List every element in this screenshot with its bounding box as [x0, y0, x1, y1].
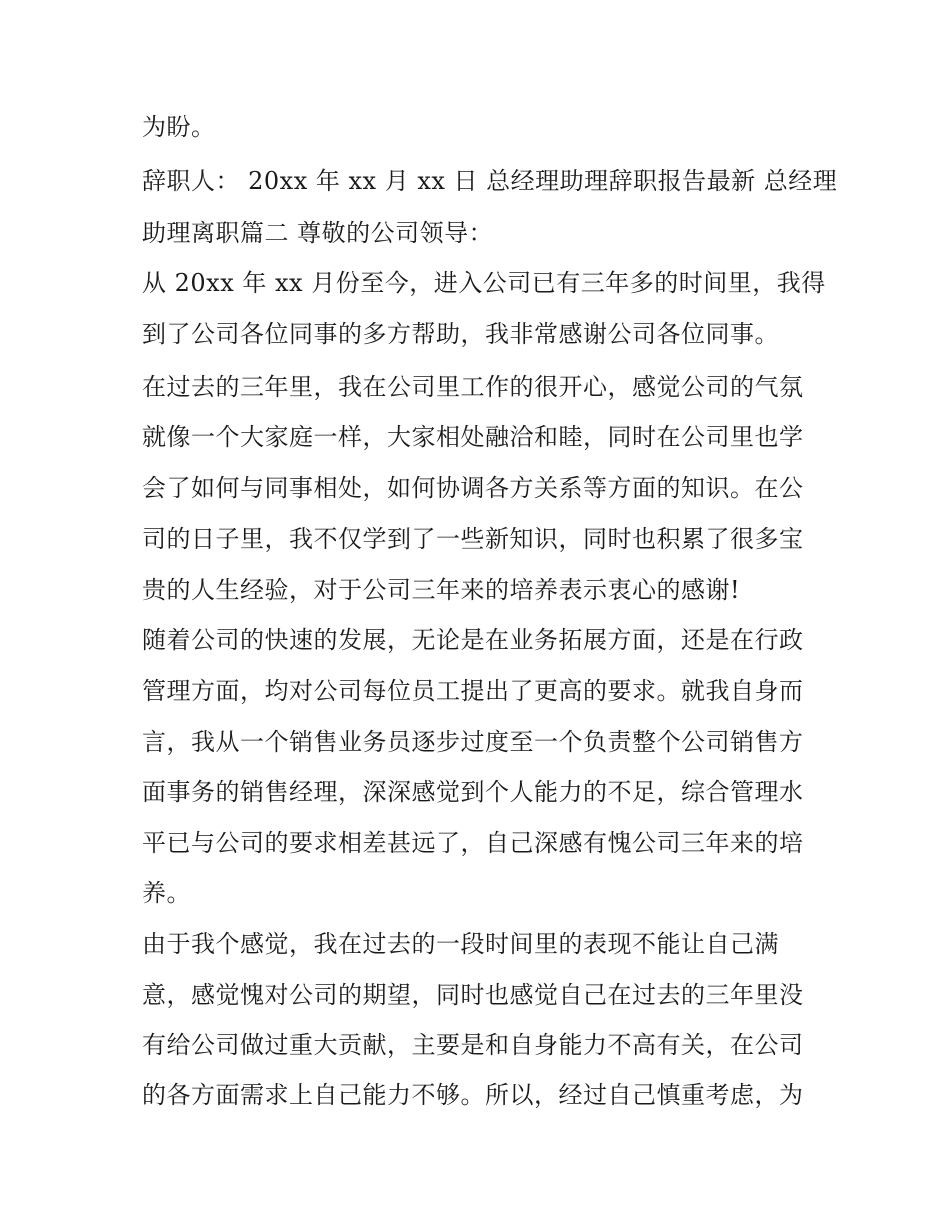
text-line: 由于我个感觉，我在过去的一段时间里的表现不能让自己满: [142, 930, 779, 958]
text-line: 养。: [142, 879, 191, 907]
text-line: 就像一个大家庭一样，大家相处融洽和睦，同时在公司里也学: [142, 423, 804, 451]
text-line: 司的日子里，我不仅学到了一些新知识，同时也积累了很多宝: [142, 525, 804, 553]
text-line: 在过去的三年里，我在公司里工作的很开心，感觉公司的气氛: [142, 373, 804, 401]
text-line: 言，我从一个销售业务员逐步过度至一个负责整个公司销售方: [142, 728, 804, 756]
text-line: 辞职人： 20xx 年 xx 月 xx 日 总经理助理辞职报告最新 总经理: [142, 167, 838, 195]
text-line: 的各方面需求上自己能力不够。所以，经过自己慎重考虑，为: [142, 1081, 804, 1109]
text-line: 随着公司的快速的发展，无论是在业务拓展方面，还是在行政: [142, 626, 804, 654]
text-line: 贵的人生经验，对于公司三年来的培养表示衷心的感谢!: [142, 576, 741, 604]
text-line: 助理离职篇二 尊敬的公司领导：: [142, 219, 494, 247]
text-line: 为盼。: [142, 113, 216, 141]
text-line: 到了公司各位同事的多方帮助，我非常感谢公司各位同事。: [142, 320, 779, 348]
text-line: 平已与公司的要求相差甚远了，自己深感有愧公司三年来的培: [142, 829, 804, 857]
text-line: 有给公司做过重大贡献，主要是和自身能力不高有关，在公司: [142, 1031, 804, 1059]
text-line: 管理方面，均对公司每位员工提出了更高的要求。就我自身而: [142, 677, 804, 705]
text-line: 面事务的销售经理，深深感觉到个人能力的不足，综合管理水: [142, 778, 804, 806]
text-line: 意，感觉愧对公司的期望，同时也感觉自己在过去的三年里没: [142, 981, 804, 1009]
text-line: 从 20xx 年 xx 月份至今，进入公司已有三年多的时间里，我得: [142, 269, 826, 297]
text-line: 会了如何与同事相处，如何协调各方关系等方面的知识。在公: [142, 474, 804, 502]
